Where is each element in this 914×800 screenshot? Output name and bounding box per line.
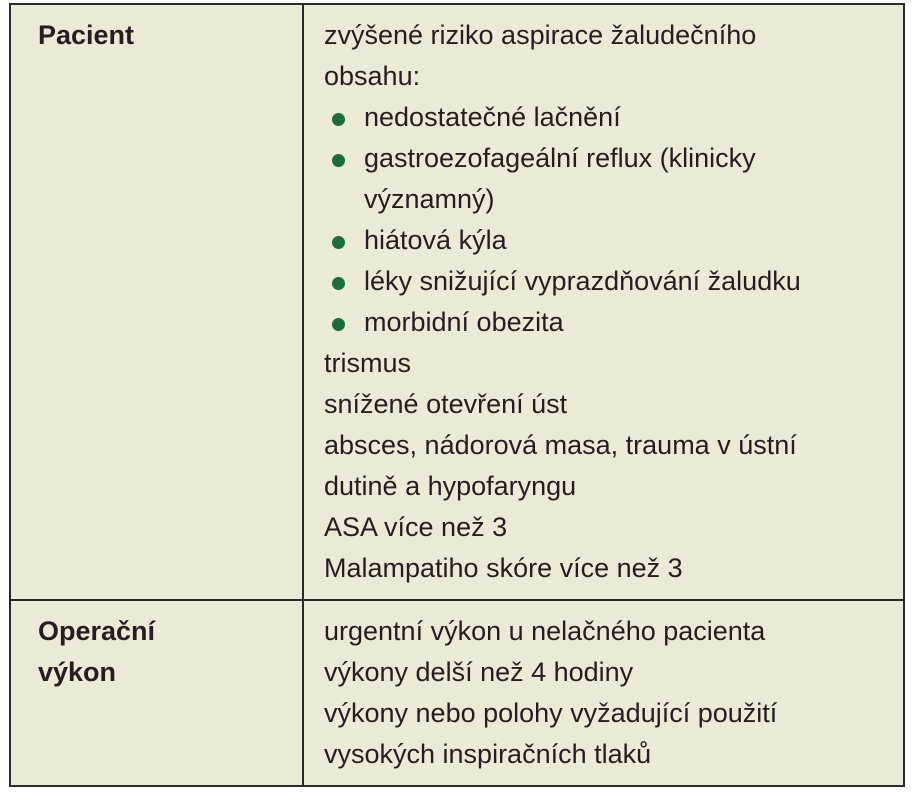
risk-factors-table: [9, 3, 905, 787]
list-item: [324, 97, 893, 138]
bullet-text: gastroezofageální reflux (klinicky významný): [364, 143, 756, 214]
list-item: výkony delší než 4 hodiny: [324, 657, 634, 687]
bullet-text: léky snižující vyprazdňování žaludku: [364, 266, 801, 296]
list-item: urgentní výkon u nelačného pacienta: [324, 616, 766, 646]
bullet-text: nedostatečné lačnění: [364, 102, 621, 132]
table-row-surgery: [10, 600, 904, 786]
category-cell-surgery: [10, 600, 303, 786]
category-label: Operační výkon: [38, 616, 156, 687]
list-item: ASA více než 3: [324, 512, 508, 542]
bullet-dot-icon: [332, 236, 345, 249]
intro-text: zvýšené riziko aspirace žaludečního obsahu:: [324, 20, 757, 91]
items-cell-patient: [303, 4, 904, 600]
bullet-dot-icon: [332, 318, 345, 331]
bullet-dot-icon: [332, 113, 345, 126]
bullet-dot-icon: [332, 154, 345, 167]
bullet-text: morbidní obezita: [364, 307, 564, 337]
list-item: [324, 261, 893, 302]
list-item: [324, 302, 893, 343]
list-item: trismus: [324, 348, 411, 378]
list-item: výkony nebo polohy vyžadující použití vysokých inspiračních tlaků: [324, 698, 778, 769]
table-row-patient: [10, 4, 904, 600]
list-item: absces, nádorová masa, trauma v ústní dutině a hypofaryngu: [324, 430, 797, 501]
bullet-dot-icon: [332, 277, 345, 290]
items-cell-surgery: [303, 600, 904, 786]
list-item: [324, 138, 893, 220]
list-item: [324, 220, 893, 261]
bullet-text: hiátová kýla: [364, 225, 507, 255]
list-item: Malampatiho skóre více než 3: [324, 553, 683, 583]
list-item: snížené otevření úst: [324, 389, 568, 419]
category-cell-patient: Pacient: [10, 4, 303, 600]
